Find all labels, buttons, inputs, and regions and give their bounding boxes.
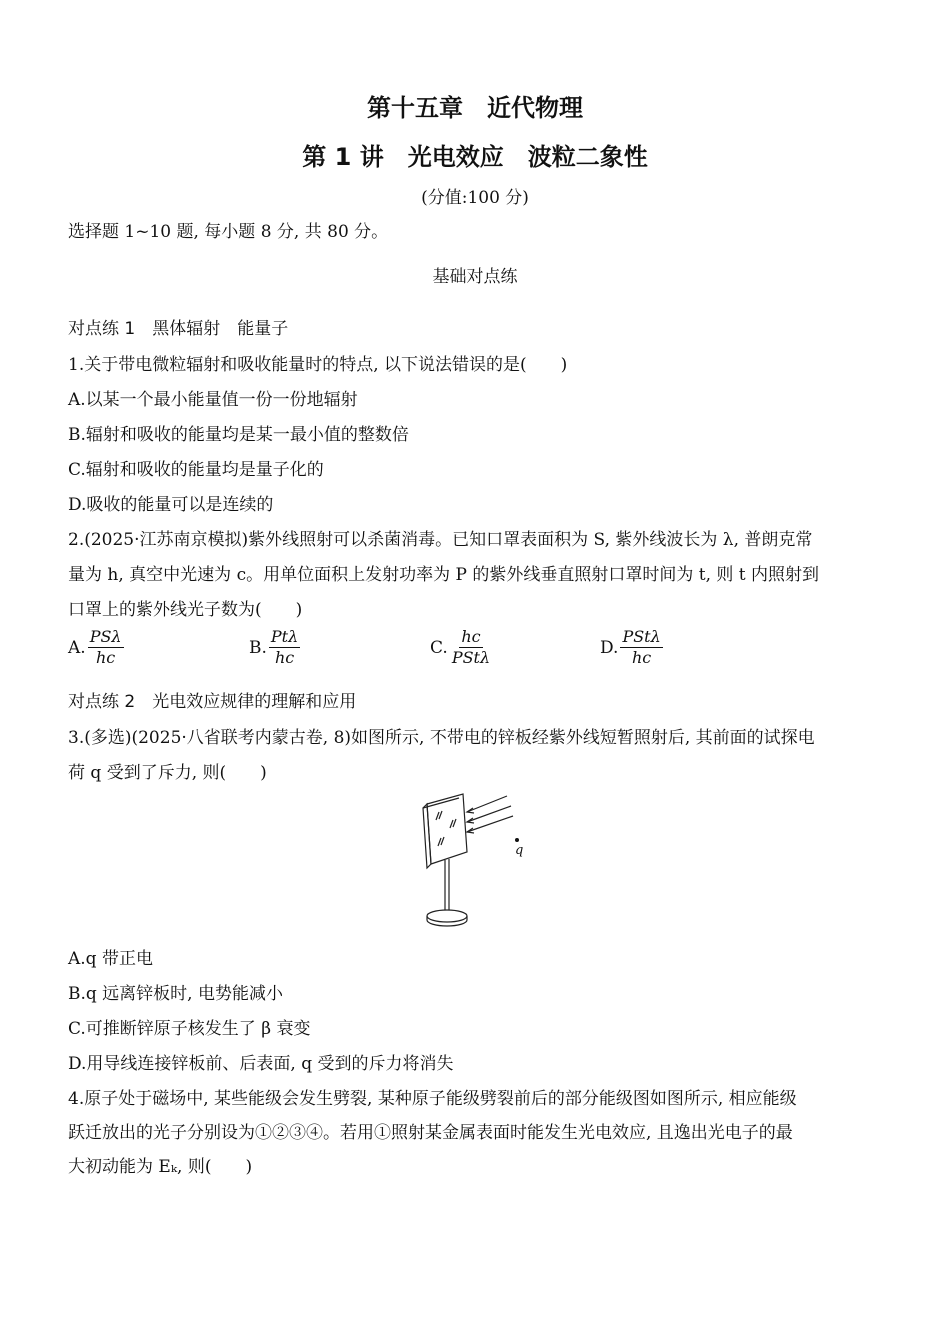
q1-option-d: D.吸收的能量可以是连续的: [68, 495, 274, 515]
q1-option-b: B.辐射和吸收的能量均是某一最小值的整数倍: [68, 425, 409, 445]
q3-option-b: B.q 远离锌板时, 电势能减小: [68, 984, 283, 1004]
section-heading-1: 对点练 1 黑体辐射 能量子: [68, 319, 289, 339]
q2-stem-line2: 量为 h, 真空中光速为 c。用单位面积上发射功率为 P 的紫外线垂直照射口罩时间为 t, 则 t 内照射到: [68, 565, 820, 585]
q1-option-a: A.以某一个最小能量值一份一份地辐射: [68, 390, 358, 410]
q2-option-b: B. $\frac{\text{Ptλ}}{hc}$: [249, 627, 299, 667]
q2-option-a-fraction: $\frac{\text{PSλ}}{hc}$: [89, 627, 122, 667]
q3-stem-line2: 荷 q 受到了斥力, 则( ): [68, 763, 267, 783]
q2-option-b-fraction: $\frac{\text{Ptλ}}{hc}$: [270, 627, 299, 667]
q4-stem-line3: 大初动能为 Eₖ, 则( ): [68, 1157, 253, 1177]
q2-option-d: D. $\frac{\text{PStλ}}{hc}$: [600, 627, 661, 667]
q2-option-a: A. $\frac{\text{PSλ}}{hc}$: [68, 627, 122, 667]
q2-option-c: C. $\frac{hc}{\text{PStλ}}$: [430, 627, 491, 667]
score-note: (分值:100 分): [421, 188, 529, 208]
section-heading-2: 对点练 2 光电效应规律的理解和应用: [68, 692, 357, 712]
q1-stem: 1.关于带电微粒辐射和吸收能量时的特点, 以下说法错误的是( ): [68, 355, 568, 375]
zinc-plate-figure: [415, 790, 535, 932]
test-charge-label: q: [515, 843, 524, 858]
q2-option-c-fraction: $\frac{hc}{\text{PStλ}}$: [451, 627, 491, 667]
q2-stem-line1: 2.(2025·江苏南京模拟)紫外线照射可以杀菌消毒。已知口罩表面积为 S, 紫外线波长为 λ, 普朗克常: [68, 530, 813, 550]
q2-stem-line3: 口罩上的紫外线光子数为( ): [68, 600, 303, 620]
section-subtitle: 基础对点练: [432, 267, 518, 287]
test-charge-dot: [515, 838, 519, 842]
uv-rays: [467, 796, 513, 833]
q3-option-c: C.可推断锌原子核发生了 β 衰变: [68, 1019, 311, 1039]
q3-stem-line1: 3.(多选)(2025·八省联考内蒙古卷, 8)如图所示, 不带电的锌板经紫外线短暂照射后, 其前面的试探电: [68, 728, 815, 748]
zinc-plate-side: [423, 804, 431, 868]
q2-option-d-fraction: $\frac{\text{PStλ}}{hc}$: [622, 627, 661, 667]
q4-stem-line2: 跃迁放出的光子分别设为①②③④。若用①照射某金属表面时能发生光电效应, 且逸出光电子的最: [68, 1123, 793, 1143]
chapter-title: 第十五章 近代物理: [367, 94, 583, 122]
q4-stem-line1: 4.原子处于磁场中, 某些能级会发生劈裂, 某种原子能级劈裂前后的部分能级图如图所示, 相应能级: [68, 1089, 797, 1109]
intro-text: 选择题 1~10 题, 每小题 8 分, 共 80 分。: [68, 222, 389, 242]
q3-option-d: D.用导线连接锌板前、后表面, q 受到的斥力将消失: [68, 1054, 454, 1074]
stand-base: [427, 910, 467, 922]
lecture-title: 第 1 讲 光电效应 波粒二象性: [302, 143, 648, 171]
q3-option-a: A.q 带正电: [68, 949, 153, 969]
q1-option-c: C.辐射和吸收的能量均是量子化的: [68, 460, 324, 480]
zinc-plate-front: [427, 794, 467, 864]
